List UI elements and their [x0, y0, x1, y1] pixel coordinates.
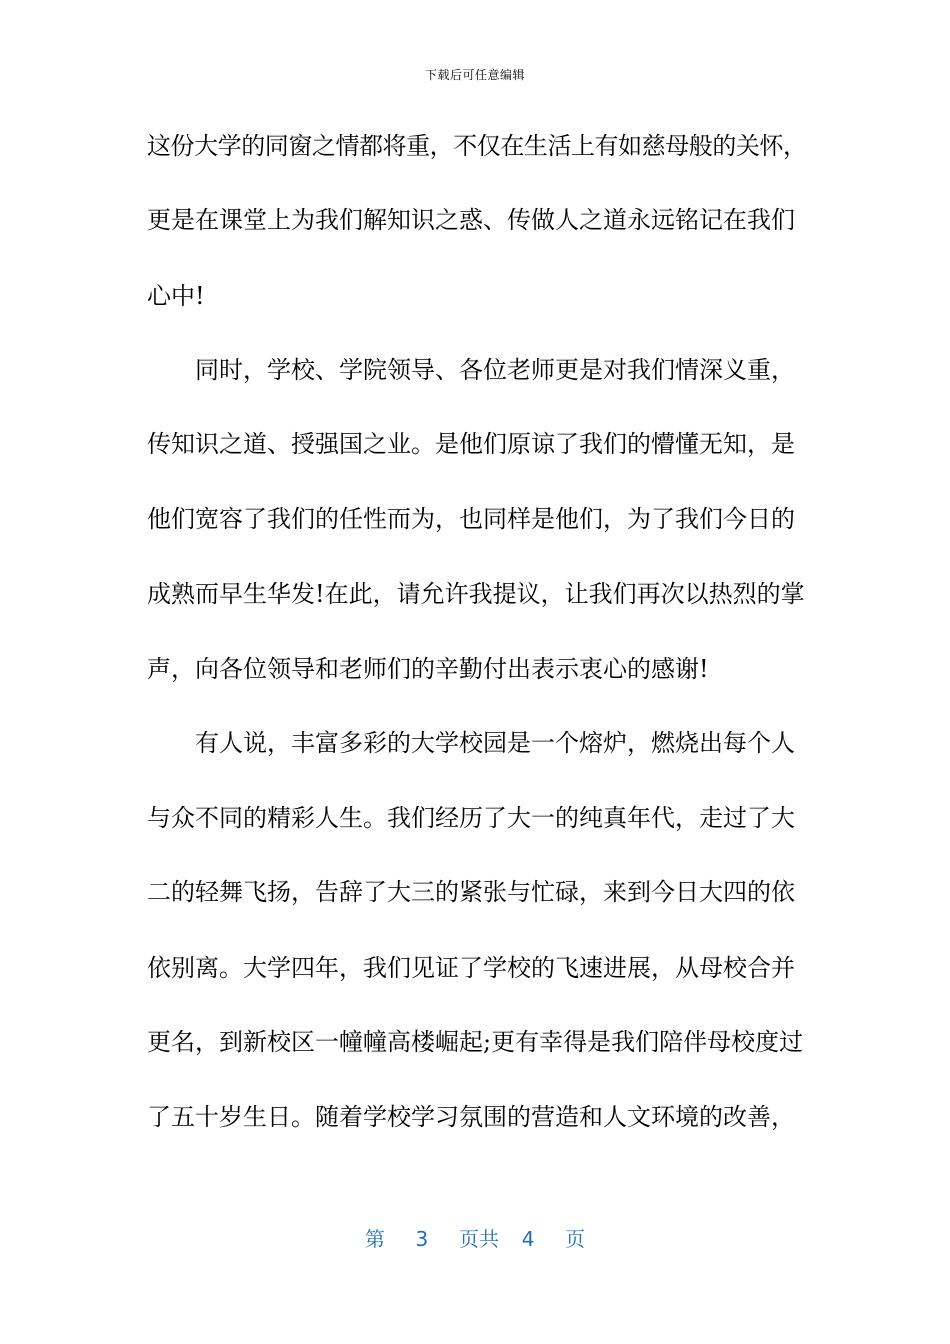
page-header-note: 下载后可任意编辑 [424, 68, 525, 82]
text-line: 依别离。大学四年，我们见证了学校的飞速进展，从母校合并 [147, 954, 795, 982]
text-line: 更是在课堂上为我们解知识之惑、传做人之道永远铭记在我们 [147, 206, 795, 234]
text-line: 二的轻舞飞扬，告辞了大三的紧张与忙碌，来到今日大四的依 [147, 878, 795, 906]
text-line: 心中! [147, 282, 205, 310]
total-page-number: 4 [521, 1227, 535, 1251]
text-line: 他们宽容了我们的任性而为，也同样是他们，为了我们今日的 [147, 505, 795, 533]
text-line: 成熟而早生华发!在此，请允许我提议，让我们再次以热烈的掌 [147, 580, 805, 608]
text-line: 声，向各位领导和老师们的辛勤付出表示衷心的感谢! [147, 655, 709, 683]
paragraph-start-line: 同时，学校、学院领导、各位老师更是对我们情深义重， [195, 356, 795, 384]
footer-middle: 页共 [459, 1227, 499, 1251]
text-line: 与众不同的精彩人生。我们经历了大一的纯真年代，走过了大 [147, 804, 795, 832]
paragraph-start-line: 有人说，丰富多彩的大学校园是一个熔炉，燃烧出每个人 [195, 729, 795, 757]
text-line: 更名，到新校区一幢幢高楼崛起;更有幸得是我们陪伴母校度过 [147, 1028, 804, 1056]
current-page-number: 3 [415, 1227, 429, 1251]
footer-suffix: 页 [565, 1227, 586, 1251]
footer-prefix: 第 [364, 1227, 385, 1251]
text-line: 了五十岁生日。随着学校学习氛围的营造和人文环境的改善， [147, 1103, 795, 1131]
text-line: 传知识之道、授强国之业。是他们原谅了我们的懵懂无知，是 [147, 430, 795, 458]
page-number-footer [0, 1225, 950, 1253]
text-line: 这份大学的同窗之情都将重，不仅在生活上有如慈母般的关怀， [147, 132, 807, 160]
